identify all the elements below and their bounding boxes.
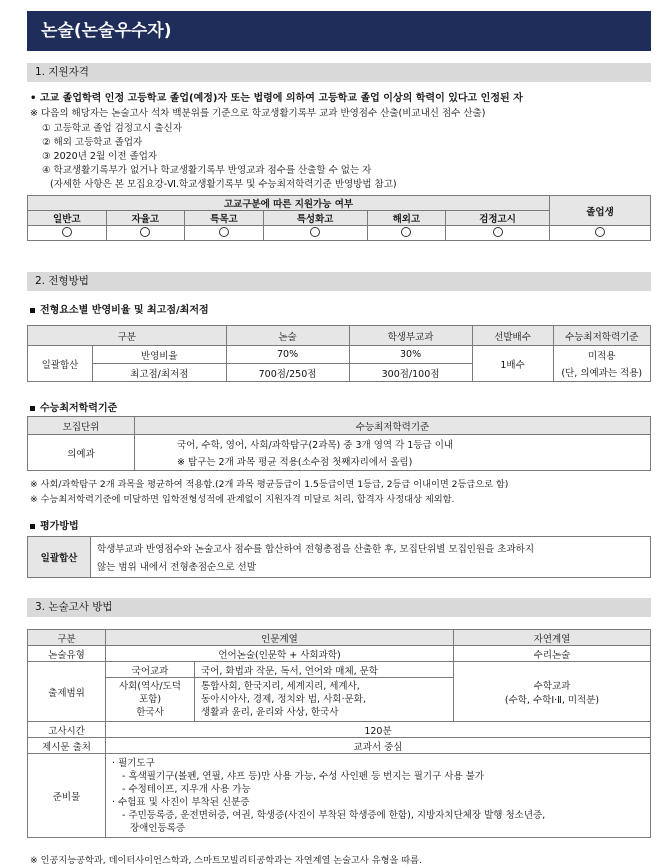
prep-line: 장애인등록증 bbox=[130, 822, 186, 834]
scope-line: 포함) bbox=[138, 694, 162, 705]
note: ※ 사회/과학탐구 2개 과목을 평균하여 적용함.(2개 과목 평균등급이 1.5등급이면 1등급, 2등급 이내이면 2등급으로 함) bbox=[30, 479, 509, 490]
table-header: 자연계열 bbox=[454, 630, 651, 646]
table-cell: 교과서 중심 bbox=[106, 738, 651, 754]
qualification-item: (자세한 사항은 본 모집요강-Ⅵ.학교생활기록부 및 수능최저학력기준 반영방법 참고) bbox=[50, 179, 397, 190]
scope-line: 통합사회, 한국지리, 세계지리, 세계사, bbox=[201, 681, 360, 692]
scope-line: 생활과 윤리, 윤리와 사상, 한국사 bbox=[201, 707, 339, 718]
subsection-min-criteria: 수능최저학력기준 bbox=[30, 399, 117, 414]
table-cell: 700점/250점 bbox=[226, 364, 349, 382]
eval-line: 학생부교과 반영점수와 논술고사 점수를 합산하여 전형총점을 산출한 후, 모집단위별 모집인원을 초과하지 bbox=[97, 544, 535, 555]
section-heading-exam: 3. 논술고사 방법 bbox=[27, 598, 651, 617]
row-header: 논술유형 bbox=[28, 646, 106, 662]
table-cell bbox=[106, 754, 651, 838]
table-header: 특목고 bbox=[185, 211, 264, 226]
scope-line: 사회(역사/도덕 bbox=[119, 681, 181, 692]
page-title: 논술(논술우수자) bbox=[27, 11, 651, 51]
table-header: 학생부교과 bbox=[349, 326, 472, 346]
table-header: 수능최저학력기준 bbox=[553, 326, 650, 346]
table-cell: 반영비율 bbox=[93, 346, 227, 364]
table-cell: 30% bbox=[349, 346, 472, 364]
evaluation-table bbox=[27, 536, 651, 578]
table-header: 수능최저학력기준 bbox=[135, 417, 651, 435]
eligible-circle-icon bbox=[106, 226, 185, 241]
bullet-square-icon bbox=[30, 406, 35, 411]
table-cell bbox=[91, 537, 651, 578]
table-cell: 수리논술 bbox=[454, 646, 651, 662]
note: ※ 수능최저학력기준에 미달하면 입학전형성적에 관계없이 지원자격 미달로 처리, 합격자 사정대상 제외함. bbox=[30, 494, 455, 505]
min-criteria-text: 미적용 bbox=[588, 351, 616, 362]
table-header: 선발배수 bbox=[472, 326, 553, 346]
criteria-line: 국어, 수학, 영어, 사회/과학탐구(2과목) 중 3개 영역 각 1등급 이내 bbox=[177, 440, 454, 451]
ratio-table bbox=[27, 325, 651, 382]
eligible-circle-icon bbox=[263, 226, 367, 241]
table-cell bbox=[454, 662, 651, 722]
table-cell: 국어교과 bbox=[106, 662, 195, 678]
scope-line: 한국사 bbox=[136, 707, 164, 718]
table-cell bbox=[553, 346, 650, 382]
table-cell bbox=[195, 678, 454, 722]
bullet-square-icon bbox=[30, 308, 35, 313]
row-header: 준비물 bbox=[28, 754, 106, 838]
min-criteria-table bbox=[27, 416, 651, 471]
prep-line: - 수정테이프, 지우개 사용 가능 bbox=[122, 783, 251, 795]
scope-line: 수학교과 bbox=[533, 680, 571, 692]
criteria-line: ※ 탐구는 2개 과목 평균 적용(소수점 첫째자리에서 올림) bbox=[177, 457, 413, 468]
table-cell bbox=[106, 678, 195, 722]
min-criteria-note: (단, 의예과는 적용) bbox=[561, 368, 643, 379]
prep-line: · 필기도구 bbox=[112, 757, 155, 769]
scope-line: (수학, 수학Ⅰ·Ⅱ, 미적분) bbox=[504, 694, 600, 706]
table-cell: 70% bbox=[226, 346, 349, 364]
table-header: 해외고 bbox=[367, 211, 446, 226]
qualification-item: ③ 2020년 2월 이전 졸업자 bbox=[42, 151, 158, 162]
eligible-circle-icon bbox=[28, 226, 107, 241]
prep-line: - 흑색필기구(볼펜, 연필, 샤프 등)만 사용 가능, 수성 사인펜 등 번지는 필기구 사용 불가 bbox=[122, 770, 484, 782]
qualification-note: ※ 다음의 해당자는 논술고사 석차 백분위를 기준으로 학교생활기록부 교과 반영점수 산출(비교내신 점수 산출) bbox=[30, 108, 486, 119]
exam-table bbox=[27, 629, 651, 838]
subsection-evaluation: 평가방법 bbox=[30, 517, 79, 532]
table-group-header: 고교구분에 따른 지원가능 여부 bbox=[28, 196, 550, 211]
table-header: 검정고시 bbox=[446, 211, 550, 226]
table-cell: 의예과 bbox=[28, 435, 135, 471]
table-cell: 300점/100점 bbox=[349, 364, 472, 382]
subsection-ratio: 전형요소별 반영비율 및 최고점/최저점 bbox=[30, 301, 209, 316]
prep-line: - 주민등록증, 운전면허증, 여권, 학생증(사진이 부착된 학생증에 한함), 지방자치단체장 발행 청소년증, bbox=[122, 809, 546, 821]
table-header: 논술 bbox=[226, 326, 349, 346]
footnote: ※ 인공지능공학과, 데이터사이언스학과, 스마트모빌리티공학과는 자연계열 논술고사 유형을 따름. bbox=[30, 855, 422, 866]
table-header-graduate: 졸업생 bbox=[550, 196, 651, 226]
row-header: 일괄합산 bbox=[28, 346, 93, 382]
table-cell: 국어, 화법과 작문, 독서, 언어와 매체, 문학 bbox=[195, 662, 454, 678]
table-header: 모집단위 bbox=[28, 417, 135, 435]
scope-line: 동아시아사, 경제, 정치와 법, 사회·문화, bbox=[201, 694, 366, 705]
qualification-main: • 고교 졸업학력 인정 고등학교 졸업(예정)자 또는 법령에 의하여 고등학교 졸업 이상의 학력이 있다고 인정된 자 bbox=[30, 93, 523, 104]
school-type-table bbox=[27, 195, 651, 241]
qualification-item: ② 해외 고등학교 졸업자 bbox=[42, 137, 143, 148]
row-header: 제시문 출처 bbox=[28, 738, 106, 754]
eligible-circle-icon bbox=[185, 226, 264, 241]
table-header: 자율고 bbox=[106, 211, 185, 226]
row-header: 출제범위 bbox=[28, 662, 106, 722]
table-header: 일반고 bbox=[28, 211, 107, 226]
section-heading-method: 2. 전형방법 bbox=[27, 272, 651, 291]
qualification-item: ① 고등학교 졸업 검정고시 출신자 bbox=[42, 123, 182, 134]
table-cell: 언어논술(인문학 + 사회과학) bbox=[106, 646, 454, 662]
eligible-circle-icon bbox=[367, 226, 446, 241]
section-heading-qualification: 1. 지원자격 bbox=[27, 63, 651, 82]
prep-line: · 수험표 및 사진이 부착된 신분증 bbox=[112, 796, 250, 808]
table-cell: 최고점/최저점 bbox=[93, 364, 227, 382]
row-header: 고사시간 bbox=[28, 722, 106, 738]
bullet-square-icon bbox=[30, 524, 35, 529]
table-cell bbox=[135, 435, 651, 471]
qualification-item: ④ 학교생활기록부가 없거나 학교생활기록부 반영교과 점수를 산출할 수 없는 자 bbox=[42, 165, 372, 176]
table-header: 인문계열 bbox=[106, 630, 454, 646]
eligible-circle-icon bbox=[446, 226, 550, 241]
eligible-circle-icon bbox=[550, 226, 651, 241]
row-header: 일괄합산 bbox=[28, 537, 91, 578]
table-cell: 120분 bbox=[106, 722, 651, 738]
eval-line: 않는 범위 내에서 전형총점순으로 선발 bbox=[97, 562, 256, 573]
table-header: 구분 bbox=[28, 326, 227, 346]
table-header: 특성화고 bbox=[263, 211, 367, 226]
table-header: 구분 bbox=[28, 630, 106, 646]
table-cell: 1배수 bbox=[472, 346, 553, 382]
